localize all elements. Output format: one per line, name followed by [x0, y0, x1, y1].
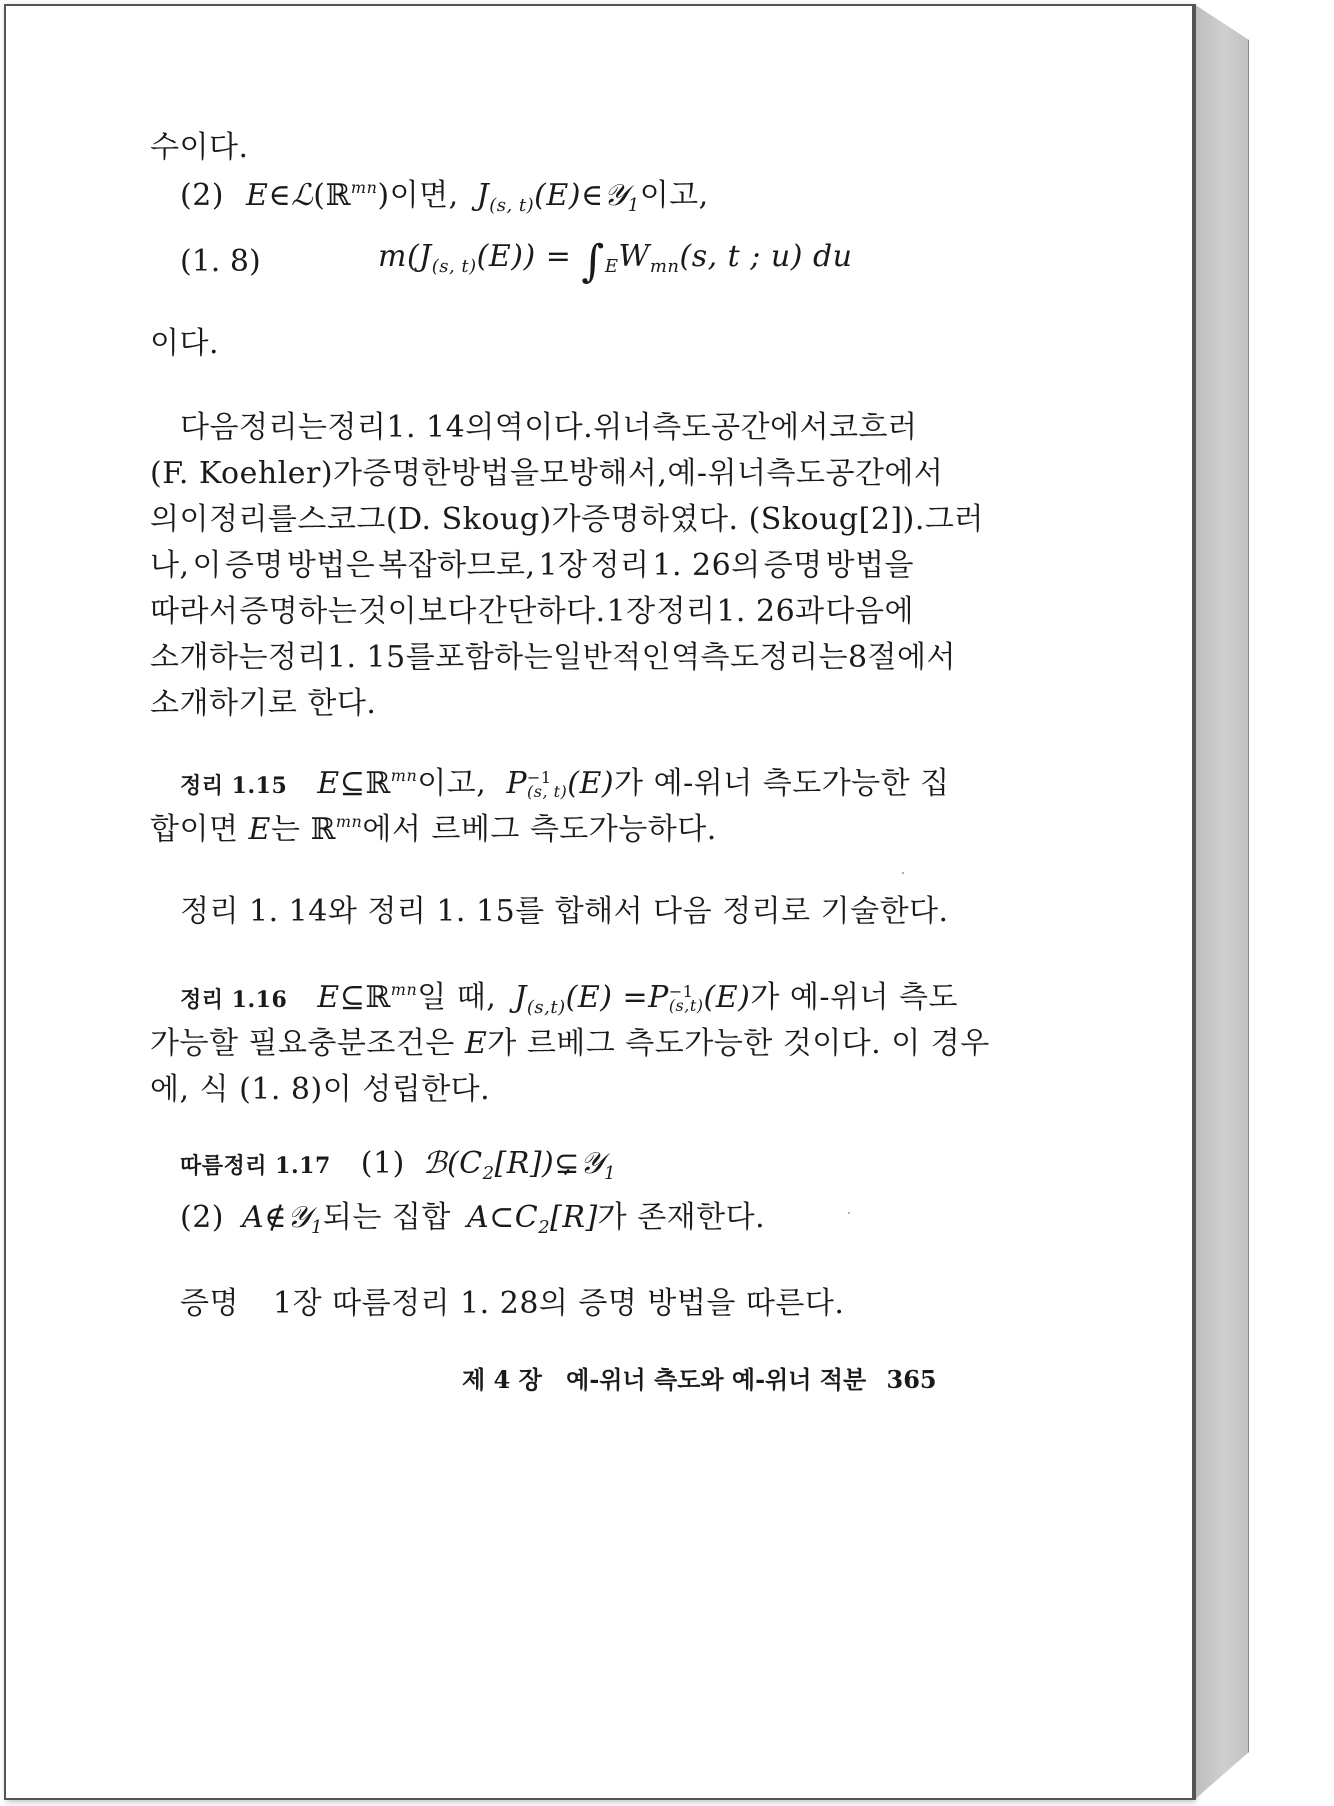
- word: 방법은: [286, 548, 376, 583]
- paragraph-line: [150, 448, 944, 492]
- word: 1장: [606, 594, 656, 629]
- word: 소개하는: [150, 640, 268, 675]
- word: 정리: [590, 548, 650, 583]
- word: 위너: [593, 410, 653, 445]
- math-symbol: P: [648, 980, 669, 1015]
- word: 나,: [150, 548, 190, 583]
- theorem-line: [150, 1064, 490, 1108]
- math-superscript: mn: [350, 178, 378, 197]
- paragraph-line: [150, 540, 914, 584]
- word: 증명하는: [239, 594, 358, 629]
- math-subscript: mn: [649, 256, 680, 277]
- math-symbol: 𝒴: [286, 1200, 311, 1235]
- text-line: [150, 318, 219, 362]
- word: 일반적인: [553, 640, 672, 675]
- math-scripts: [527, 768, 568, 801]
- word: 측도공간에서: [766, 456, 944, 491]
- word: 증명하였다. (Skoug[2]).: [581, 502, 925, 537]
- math-symbol: (E)) =: [476, 239, 572, 274]
- equation-number: (1. 8): [180, 244, 261, 279]
- text-line: [150, 122, 248, 166]
- text-fragment: 가능할 필요충분조건은: [150, 1026, 455, 1061]
- scan-speck: [848, 1212, 850, 1214]
- math-subscript: 1: [603, 1163, 616, 1184]
- math-operator: ⊆: [339, 980, 366, 1015]
- word: 스코그(D. Skoug)가: [297, 502, 582, 537]
- word: 복잡하므로,: [378, 548, 536, 583]
- word: 역이다.: [494, 410, 594, 445]
- math-operator: ∉: [264, 1200, 287, 1235]
- word: 1장: [538, 548, 588, 583]
- theorem-line: [150, 804, 717, 848]
- math-symbol: A: [242, 1200, 265, 1235]
- word: 다음: [180, 410, 239, 445]
- theorem-line: [180, 972, 958, 1018]
- math-symbol: ℝ: [310, 812, 336, 847]
- text-fragment: 1장 따름정리 1. 28의 증명 방법을 따른다.: [273, 1286, 845, 1321]
- chapter-title: 예-위너 측도와 예-위너 적분: [566, 1365, 867, 1394]
- theorem-line: [150, 1018, 990, 1062]
- math-subscript: 1: [310, 1217, 323, 1238]
- proof-line: [180, 1278, 844, 1322]
- corollary-line: [180, 1192, 765, 1238]
- math-symbol: [R]: [550, 1200, 598, 1235]
- paragraph-line: [150, 632, 956, 676]
- word: 그러: [924, 502, 984, 537]
- text-fragment: 에, 식 (1. 8)이 성립한다.: [150, 1072, 491, 1107]
- text-fragment: 일 때,: [417, 980, 497, 1015]
- paragraph-line: [180, 402, 918, 446]
- math-symbol: ℝ: [365, 766, 391, 801]
- math-subscript: E: [604, 256, 619, 277]
- word: 포함하는: [435, 640, 554, 675]
- paragraph-line: [150, 494, 984, 538]
- page-content: [6, 6, 1196, 1802]
- math-superscript: −1: [668, 982, 694, 1001]
- word: 정리: [656, 594, 716, 629]
- book-spine-edge: [1194, 4, 1196, 1800]
- math-superscript: mn: [335, 812, 363, 831]
- theorem-label: 정리 1.16: [180, 987, 288, 1013]
- word: 이: [192, 548, 222, 583]
- word: 이: [179, 502, 209, 537]
- text-fragment: 이고,: [417, 766, 487, 801]
- text-line: [180, 886, 949, 930]
- math-symbol: ℒ: [291, 178, 314, 213]
- paragraph-line: [150, 678, 376, 722]
- word: 1. 26과: [716, 594, 825, 629]
- math-symbol: [R]): [494, 1146, 555, 1181]
- math-operator: ⊂: [489, 1200, 515, 1235]
- page-number: 365: [886, 1365, 937, 1394]
- word: 1. 14의: [386, 410, 495, 445]
- math-subscript: (s, t): [527, 782, 568, 801]
- word: 역측도정리는: [671, 640, 848, 675]
- math-subscript: (s, t): [431, 256, 477, 277]
- integral-sign: ∫: [581, 236, 605, 287]
- word: 1. 26의: [652, 548, 761, 583]
- word: 8절에서: [847, 640, 956, 675]
- theorem-line: [180, 758, 950, 802]
- text-fragment: 이다.: [150, 326, 219, 361]
- word: 측도공간에서: [652, 410, 830, 445]
- word: 간단하다.: [477, 594, 606, 629]
- corollary-line: [180, 1146, 616, 1184]
- math-symbol: (E) =: [565, 980, 649, 1015]
- word: 다음에: [825, 594, 914, 629]
- math-symbol: A: [466, 1200, 490, 1235]
- text-fragment: 가 예-위너 측도가능한 집: [614, 766, 950, 801]
- text-fragment: 는: [270, 812, 301, 847]
- word: 1. 15를: [326, 640, 436, 675]
- item-label: (1): [360, 1146, 405, 1181]
- math-symbol: (C: [446, 1146, 483, 1181]
- word: 보다: [417, 594, 477, 629]
- text-fragment: 정리 1. 14와 정리 1. 15를 합해서 다음 정리로 기술한다.: [180, 894, 949, 929]
- math-subscript: (s, t): [489, 195, 535, 216]
- theorem-label: 정리 1.15: [180, 773, 288, 799]
- text-fragment: 소개하기로 한다.: [150, 686, 377, 721]
- math-symbol: E: [317, 766, 340, 801]
- word: 모방해서,: [539, 456, 668, 491]
- word: 정리: [327, 410, 387, 445]
- math-symbol: (E): [703, 980, 751, 1015]
- text-fragment: 이고,: [639, 178, 709, 213]
- corollary-label: 따름정리 1.17: [180, 1153, 331, 1179]
- math-symbol: E: [464, 1026, 488, 1061]
- math-subscript: 2: [482, 1163, 495, 1184]
- paragraph-line: [150, 586, 914, 630]
- proof-label: 증명: [180, 1286, 239, 1321]
- math-symbol: (ℝ: [313, 178, 351, 213]
- math-operator: ∈: [268, 178, 292, 213]
- math-symbol: (E): [534, 178, 581, 213]
- word: 코흐러: [829, 410, 918, 445]
- math-superscript: mn: [390, 980, 418, 999]
- math-operator: ∈: [580, 178, 604, 213]
- text-fragment: 가 예-위너 측도: [750, 980, 958, 1015]
- chapter-label: 제 4 장: [462, 1365, 542, 1394]
- word: 의: [150, 502, 180, 537]
- scan-speck: [902, 872, 904, 874]
- math-symbol: 𝒴: [603, 178, 628, 213]
- text-fragment: 가 존재한다.: [597, 1200, 766, 1235]
- text-fragment: 에서 르베그 측도가능하다.: [362, 812, 717, 847]
- word: 예-위너: [667, 456, 767, 491]
- word: 정리: [267, 640, 327, 675]
- math-subscript: (s,t): [526, 997, 566, 1018]
- math-symbol: P: [506, 766, 527, 801]
- word: 것이: [358, 594, 418, 629]
- word: 정리를: [208, 502, 298, 537]
- math-symbol: ): [377, 178, 390, 213]
- book-spine: [1194, 4, 1249, 1800]
- math-symbol: (J: [406, 239, 432, 274]
- word: 증명: [763, 548, 823, 583]
- math-subscript: 2: [538, 1217, 551, 1238]
- math-symbol: ℝ: [365, 980, 391, 1015]
- word: 방법을: [825, 548, 914, 583]
- item-label: (2): [180, 178, 224, 213]
- math-symbol: E: [317, 980, 340, 1015]
- math-symbol: J: [476, 178, 490, 213]
- math-symbol: (E): [567, 766, 615, 801]
- display-equation: [378, 236, 852, 287]
- math-symbol: C: [514, 1200, 539, 1235]
- math-subscript: 1: [627, 195, 640, 216]
- math-superscript: mn: [390, 766, 418, 785]
- word: 증명한: [362, 456, 451, 491]
- item-label: (2): [180, 1200, 224, 1235]
- math-operator: ⊆: [339, 766, 366, 801]
- word: 증명: [224, 548, 284, 583]
- word: 정리는: [238, 410, 328, 445]
- math-symbol: (s, t ; u) du: [679, 239, 853, 274]
- word: 방법을: [451, 456, 540, 491]
- text-fragment: 수이다.: [150, 130, 249, 165]
- math-symbol: 𝒴: [579, 1146, 604, 1181]
- word: 따라서: [150, 594, 239, 629]
- math-symbol: E: [246, 178, 269, 213]
- math-symbol: W: [618, 239, 650, 274]
- math-symbol: E: [248, 812, 271, 847]
- math-scripts: [668, 982, 704, 1015]
- math-symbol: ℬ: [422, 1146, 447, 1181]
- page-footer: [462, 1360, 937, 1395]
- book-page: [4, 4, 1194, 1800]
- text-fragment: 가 르베그 측도가능한 것이다. 이 경우: [487, 1026, 990, 1061]
- math-operator: ⊊: [554, 1146, 580, 1181]
- math-subscript: (s,t): [668, 996, 704, 1015]
- math-symbol: J: [514, 980, 527, 1015]
- text-fragment: 이면,: [389, 178, 459, 213]
- text-fragment: 합이면: [150, 812, 239, 847]
- text-fragment: 되는 집합: [322, 1200, 451, 1235]
- math-superscript: −1: [527, 768, 552, 787]
- word: (F. Koehler)가: [150, 456, 363, 491]
- math-line: [180, 170, 709, 216]
- math-symbol: m: [378, 239, 407, 274]
